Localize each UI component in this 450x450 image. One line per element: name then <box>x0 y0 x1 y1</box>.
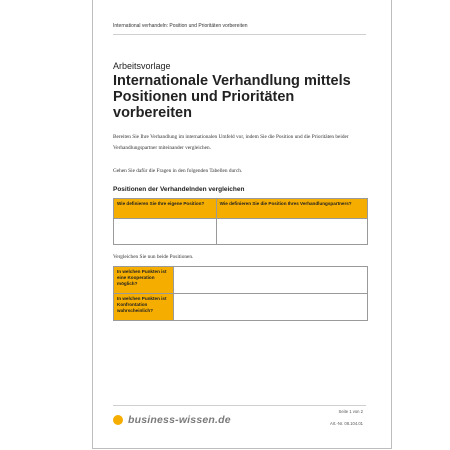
document-subtitle: Arbeitsvorlage <box>113 61 171 71</box>
document-title: Internationale Verhandlung mittels Positionen und Prioritäten vorbereiten <box>113 73 351 121</box>
logo-dot-icon <box>113 415 123 425</box>
intro-paragraph: Bereiten Sie Ihre Verhandlung im internationalen Umfeld vor, indem Sie die Position und die Prioritäten beider Verhandlungspartner miteinander vergleichen. <box>113 134 349 151</box>
own-position-cell[interactable] <box>114 219 217 245</box>
footer-divider <box>113 405 366 406</box>
partner-position-cell[interactable] <box>216 219 367 245</box>
document-page <box>92 0 392 449</box>
article-number: Art.-Nr. 08.104.01 <box>329 421 363 426</box>
positions-table <box>113 198 368 245</box>
compare-paragraph: Vergleichen Sie nun beide Positionen. <box>113 254 194 260</box>
cooperation-cell[interactable] <box>174 267 368 294</box>
business-wissen-logo <box>113 414 231 426</box>
own-position-header: Wie definieren Sie Ihre eigene Position? <box>114 199 217 219</box>
logo-text: business-wissen.de <box>128 414 231 426</box>
comparison-table <box>113 266 368 321</box>
cooperation-label: In welchen Punkten ist eine Kooperation möglich? <box>114 267 174 294</box>
header-divider <box>113 34 366 35</box>
partner-position-header: Wie definieren Sie die Position Ihres Verhandlungspartners? <box>216 199 367 219</box>
section-heading: Positionen der Verhandelnden vergleichen <box>113 186 245 193</box>
confrontation-label: In welchen Punkten ist Konfrontation wahrscheinlich? <box>114 294 174 321</box>
running-header: International verhandeln: Position und Prioritäten vorbereiten <box>113 23 248 29</box>
page-number: Seite 1 von 2 <box>338 409 363 414</box>
confrontation-cell[interactable] <box>174 294 368 321</box>
instruction-paragraph: Gehen Sie dafür die Fragen in den folgenden Tabellen durch. <box>113 168 243 174</box>
